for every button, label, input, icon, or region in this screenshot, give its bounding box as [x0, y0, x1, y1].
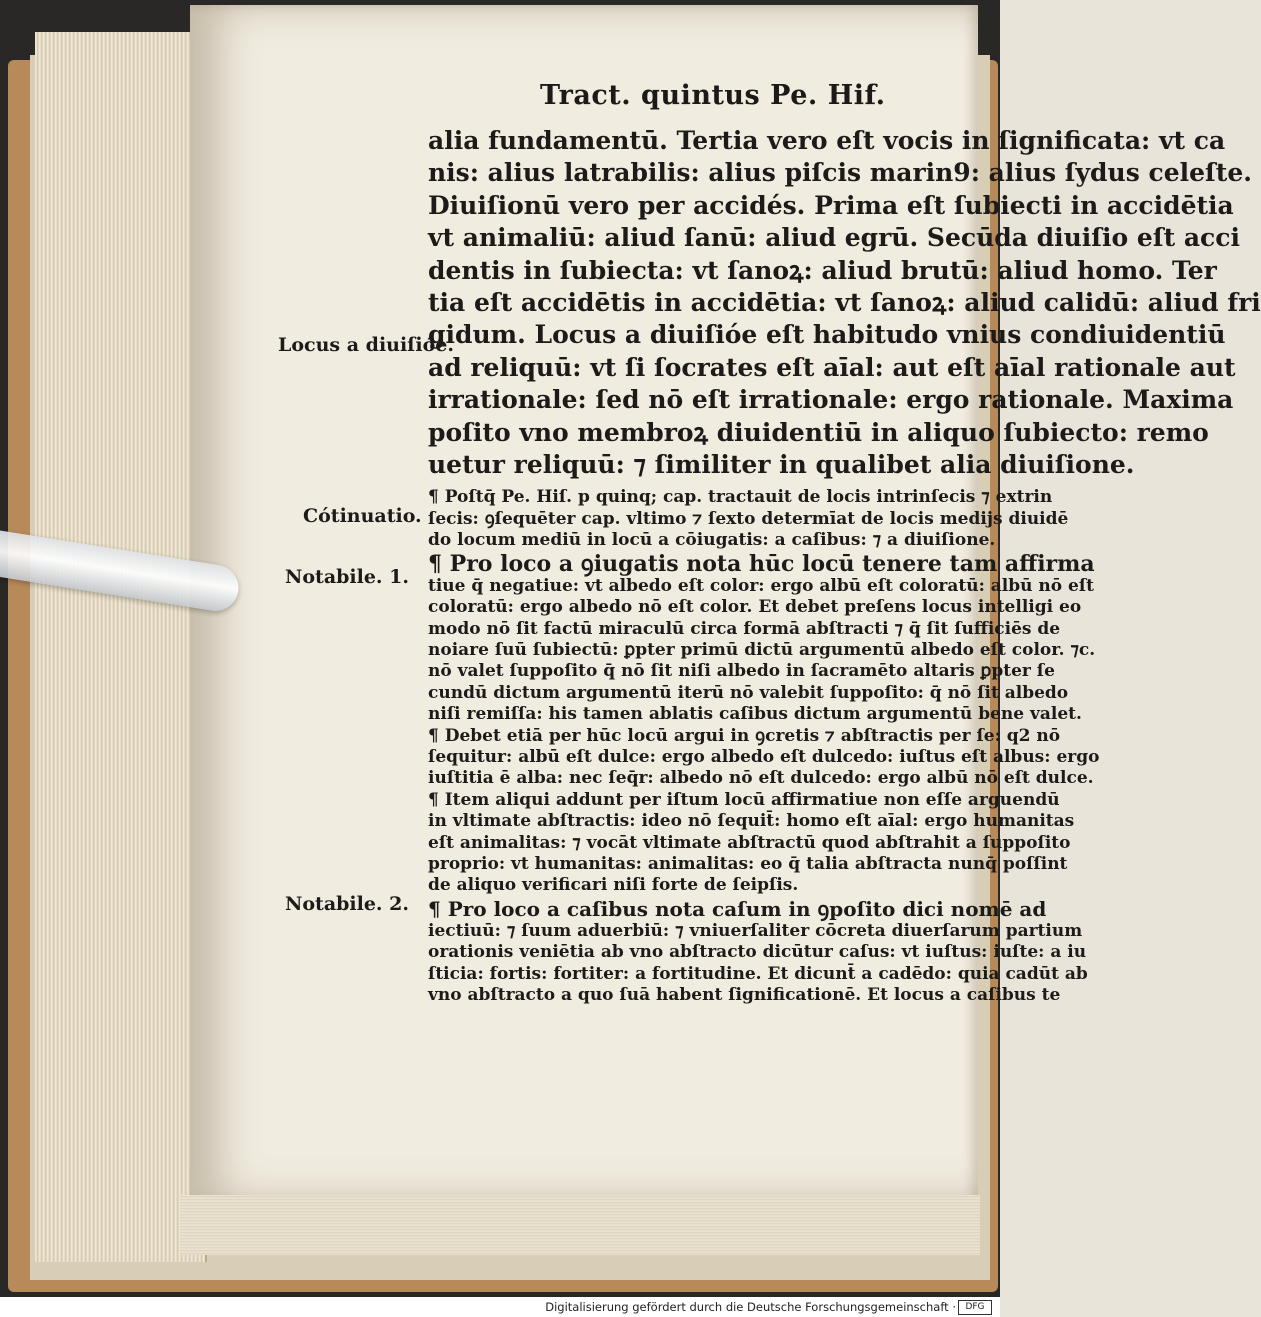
footer-bar [0, 1297, 1000, 1317]
text-line: nis: alius latrabilis: alius piſcis marin9: alius ſydus celeſte. [428, 158, 1252, 188]
text-line: alia fundamentū. Tertia vero eſt vocis in ſignificata: vt ca [428, 126, 1226, 155]
commentary-line: orationis veniētia ab vno abſtracto dicūtur caſus: vt iuſtus: iuſte: a iu [428, 942, 1087, 963]
funding-credit: Digitalisierung gefördert durch die Deutsche Forschungsgemeinschaft · [545, 1300, 956, 1314]
main-text [428, 125, 1261, 1006]
text-line: poſito vno membroꝝ diuidentiū in aliquo ſubiecto: remo [428, 417, 1209, 447]
running-header: Tract. quintus Pe. Hif. [540, 80, 886, 111]
commentary-line: niſi remiſſa: his tamen ablatis caſibus dictum argumentū bene valet. [428, 704, 1082, 725]
commentary-line: iuſtitia ē alba: nec ſeq̄r: albedo nō eſt dulcedo: ergo albū nō eſt dulce. [428, 768, 1094, 789]
commentary-line: de aliquo verificari niſi forte de ſeipſis. [428, 875, 799, 896]
commentary-line: ¶ Pro loco a ꝯiugatis nota hūc locū tenere tam affirma [428, 550, 1095, 577]
commentary-line: nō valet ſuppoſito q̄ nō ſit niſi albedo in ſacramēto altaris ꝑpter ſe [428, 661, 1055, 682]
page-edges [35, 32, 207, 1262]
commentary-line: ¶ Poſtq̄ Pe. Hiſ. p quinq; cap. tractauit de locis intrinſecis ⁊ extrin [428, 487, 1053, 508]
commentary-line: eſt animalitas: ⁊ vocāt vltimate abſtractū quod abſtrahit a ſuppoſito [428, 832, 1071, 853]
text-line: irrationale: ſed nō eſt irrationale: ergo rationale. Maxima [428, 385, 1234, 415]
marginal-note-notabile-1: Notabile. 1. [285, 566, 410, 588]
text-line: Diuiſionū vero per accidés. Prima eſt ſubiecti in accidētia [428, 190, 1234, 220]
marginal-note-locus: Locus a diuiſióe. [278, 334, 454, 356]
page-bottom-edges [180, 1195, 980, 1255]
commentary-line: vno abſtracto a quo ſuā habent ſignificationē. Et locus a caſibus te [428, 985, 1061, 1005]
text-line: dentis in ſubiecta: vt ſanoꝝ: aliud brutū: aliud homo. Ter [428, 255, 1217, 285]
text-line: gidum. Locus a diuiſióe eſt habitudo vnius condiuidentiū [428, 320, 1226, 350]
commentary-line: ¶ Item aliqui addunt per iſtum locū affirmatiue non eſſe arguendū [428, 789, 1060, 810]
commentary-line: coloratū: ergo albedo nō eſt color. Et debet preſens locus intelligi eo [428, 597, 1082, 618]
marginal-note-notabile-2: Notabile. 2. [285, 893, 410, 915]
commentary-line: ſecis: ꝯſequēter cap. vltimo ⁊ ſexto determīat de locis medijs diuidē [428, 508, 1069, 529]
commentary-line: ¶ Pro loco a caſibus nota caſum in ꝯpoſito dici nomē ad [428, 896, 1047, 921]
commentary-line: tiue q̄ negatiue: vt albedo eſt color: ergo albū eſt coloratū: albū nō eſt [428, 575, 1095, 596]
commentary-line: ¶ Debet etiā per hūc locū argui in ꝯcretis ⁊ abſtractis per ſe: q2 nō [428, 725, 1061, 746]
commentary-line: do locum mediū in locū a cōiugatis: a caſibus: ⁊ a diuiſione. [428, 530, 996, 551]
text-line: vt animaliū: aliud ſanū: aliud egrū. Secūda diuiſio eſt acci [428, 223, 1240, 253]
commentary-line: iectiuū: ⁊ ſuum aduerbiū: ⁊ vniuerſaliter cōcreta diuerſarum partium [428, 920, 1083, 941]
text-line: ad reliquū: vt ſi ſocrates eſt aīal: aut eſt aīal rationale aut [428, 352, 1236, 382]
dfg-logo: DFG [958, 1300, 992, 1315]
commentary-line: ſticia: fortis: fortiter: a fortitudine. Et dicunt̄ a cadēdo: quia cadūt ab [428, 963, 1088, 984]
commentary-line: noiare ſuū ſubiectū: ꝑpter primū dictū argumentū albedo eſt color. ⁊c. [428, 639, 1096, 660]
text-line: tia eſt accidētis in accidētia: vt ſanoꝝ: aliud calidū: aliud fri [428, 288, 1261, 318]
commentary-line: cundū dictum argumentū iterū nō valebit ſuppoſito: q̄ nō ſit albedo [428, 682, 1069, 703]
commentary-line: in vltimate abſtractis: ideo nō ſequit̄: homo eſt aīal: ergo humanitas [428, 811, 1075, 832]
commentary-line: modo nō ſit factū miraculū circa formā abſtracti ⁊ q̄ ſit ſufficiēs de [428, 618, 1061, 639]
marginal-note-continuatio: Cótinuatio. [303, 505, 422, 527]
text-line: uetur reliquū: ⁊ ſimiliter in qualibet alia diuiſione. [428, 450, 1135, 480]
commentary-line: ſequitur: albū eſt dulce: ergo albedo eſt dulcedo: iuſtus eſt albus: ergo [428, 746, 1100, 767]
commentary-line: proprio: vt humanitas: animalitas: eo q̄ talia abſtracta nunq̄ poſſint [428, 853, 1068, 874]
